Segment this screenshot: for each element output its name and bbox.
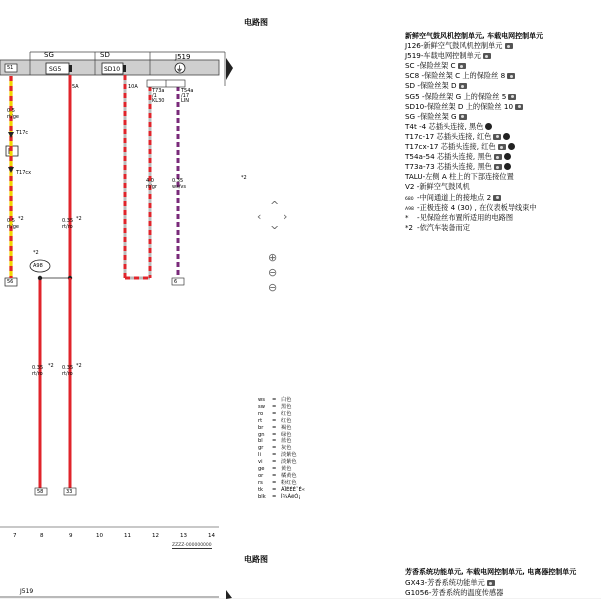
- fuse-label-sg5: SG5: [49, 66, 62, 73]
- wire-label-w6: 0.35: [32, 365, 44, 371]
- zoom-in-icon[interactable]: ⊕: [268, 251, 278, 264]
- legend-item: [405, 213, 513, 223]
- camera-icon[interactable]: [458, 63, 466, 69]
- legend-item-text: T73a-73 芯插头连接, 黑色: [405, 162, 492, 172]
- legend-item: [405, 182, 470, 191]
- color-name: ÁÏÉÉÉ˜É«: [281, 486, 305, 493]
- wire-color-w5: ws/vs: [172, 184, 186, 190]
- legend-item-text: GX43-芳香系统功能单元: [405, 578, 485, 587]
- color-equals: =: [272, 403, 277, 410]
- legend-item-text: -正极连接 4 (30) , 在仪表板导线束中: [417, 202, 537, 212]
- color-equals: =: [272, 472, 277, 479]
- camera-icon[interactable]: [494, 164, 502, 170]
- legend-item: [405, 81, 467, 90]
- color-code-row: [258, 473, 297, 480]
- color-code: bl: [258, 438, 263, 445]
- wire-note-w6: *2: [48, 363, 54, 369]
- column-number: 8: [40, 533, 44, 539]
- disc-icon[interactable]: [504, 153, 511, 160]
- disc-icon[interactable]: [485, 123, 492, 130]
- legend-item: [405, 588, 503, 597]
- color-equals: =: [272, 445, 277, 452]
- color-name: 黑色: [281, 403, 292, 410]
- wire-color-w3: rt/ro: [62, 224, 73, 230]
- color-name: 橘黄色: [281, 472, 297, 479]
- legend-item-text: SD10-保险丝架 D 上的保险丝 10: [405, 101, 514, 111]
- color-code: rs: [258, 479, 263, 486]
- connector-t54a-sig: LIN: [181, 98, 190, 104]
- legend-item-prefix: *2: [405, 223, 413, 232]
- amp-label-a1: 5A: [72, 84, 79, 90]
- color-code: or: [258, 472, 264, 479]
- legend-item: [405, 92, 516, 101]
- legend-item-text: -依汽车装备而定: [417, 222, 470, 232]
- legend-item: [405, 172, 514, 181]
- box-label-s6: 6: [174, 279, 178, 285]
- color-equals: =: [272, 424, 277, 431]
- color-code: gr: [258, 445, 264, 452]
- color-name: Í¾ÀëÓ¡: [281, 493, 301, 500]
- disc-icon[interactable]: [503, 133, 510, 140]
- color-name: 淡紫色: [281, 452, 297, 459]
- color-name: 蓝色: [281, 438, 292, 445]
- color-code-row: [258, 459, 297, 466]
- pan-left-icon[interactable]: ‹: [257, 210, 262, 223]
- color-equals: =: [272, 410, 277, 417]
- section-title-1: 电路图: [244, 18, 268, 27]
- a98-star: *2: [33, 250, 39, 256]
- legend-item-text: -中间通道上的接地点 2: [417, 192, 492, 202]
- color-code: ge: [258, 466, 265, 472]
- box-label-s1: 51: [7, 65, 14, 71]
- ground-icon: ⏚: [176, 65, 183, 73]
- legend-item-text: T4t -4 芯插头连接, 黑色: [405, 121, 484, 131]
- legend-item: [405, 162, 511, 171]
- color-equals: =: [272, 459, 277, 466]
- legend-item-text: G1056-芳香系统的温度传感器: [405, 588, 504, 598]
- connector-t73a-sig: KL30: [152, 98, 165, 104]
- column-number: 10: [96, 533, 103, 539]
- legend-item: [405, 71, 515, 80]
- legend-item: [405, 61, 466, 70]
- disc-icon[interactable]: [504, 163, 511, 170]
- color-name: 灰色: [281, 445, 292, 452]
- legend-item-prefix: *: [405, 213, 409, 222]
- j519-bottom-label: J519: [20, 588, 34, 595]
- legend-item: [405, 122, 492, 131]
- wire-label-w7: 0.35: [62, 365, 74, 371]
- wire-label-w5: 0.35: [172, 178, 184, 184]
- color-code: sw: [258, 403, 265, 410]
- camera-icon[interactable]: [498, 144, 506, 150]
- color-equals: =: [272, 431, 277, 438]
- legend-item: [405, 578, 495, 587]
- legend-item-prefix: 680: [405, 196, 414, 202]
- color-equals: =: [272, 493, 277, 500]
- box-label-s3: 58: [37, 489, 44, 495]
- color-equals: =: [272, 417, 277, 424]
- color-name: 粉红色: [281, 479, 297, 486]
- legend-item-prefix: A98: [405, 206, 414, 212]
- camera-icon[interactable]: [505, 43, 513, 49]
- camera-icon[interactable]: [459, 83, 467, 89]
- color-code-row: [258, 418, 291, 425]
- color-code: ro: [258, 410, 264, 417]
- column-number: 7: [13, 533, 17, 539]
- pan-down-icon[interactable]: ^: [270, 218, 280, 231]
- legend-item-text: T17cx-17 芯插头连接, 红色: [405, 142, 496, 151]
- wire-color-w1: rt/ge: [7, 114, 19, 120]
- legend2-heading: 芳香系统功能单元, 车载电网控制单元, 电离器控制单元: [405, 568, 577, 576]
- connector-t54a: T54a: [181, 88, 194, 94]
- column-number: 9: [69, 533, 73, 539]
- camera-icon[interactable]: [515, 104, 523, 110]
- wire-note-w2: *2: [18, 216, 24, 222]
- wire-label-w4: 4.0: [146, 178, 154, 184]
- color-equals: =: [272, 438, 277, 445]
- a98-label: A98: [33, 263, 43, 269]
- legend-item: [405, 112, 467, 121]
- color-code: gn: [258, 431, 265, 438]
- box-label-s4: 33: [66, 489, 73, 495]
- color-code-row: [258, 487, 305, 494]
- wire-color-w6: rt/ro: [32, 371, 43, 377]
- color-code: blk: [258, 493, 266, 500]
- color-code: vi: [258, 459, 263, 466]
- zoom-out-icon[interactable]: ⊖: [268, 266, 278, 279]
- color-code-row: [258, 397, 291, 404]
- wire-note-w7: *2: [76, 363, 82, 369]
- color-equals: =: [272, 466, 277, 472]
- module-label-j519: J519: [175, 53, 191, 61]
- disc-icon[interactable]: [508, 143, 515, 150]
- color-name: 黄色: [281, 466, 292, 472]
- legend-item-text: V2 -新鲜空气鼓风机: [405, 182, 470, 192]
- color-code: ws: [258, 397, 265, 403]
- color-code: tk: [258, 486, 264, 493]
- color-code-row: [258, 411, 291, 418]
- color-code-row: [258, 466, 291, 473]
- legend-item-text: J519-车载电网控制单元: [405, 51, 481, 61]
- connector-t73a-pin: /1: [152, 93, 157, 99]
- legend-item-text: T54a-54 芯插头连接, 黑色: [405, 152, 492, 162]
- amp-label-a2: 10A: [128, 84, 138, 90]
- color-name: 褐色: [281, 424, 292, 431]
- wire-label-w3: 0.35: [62, 218, 74, 224]
- legend-item-text: SD -保险丝架 D: [405, 81, 457, 91]
- color-name: 红色: [281, 410, 292, 417]
- legend-item-text: J126-新鲜空气鼓风机控制单元: [405, 41, 503, 50]
- column-number: 14: [208, 533, 215, 539]
- camera-icon[interactable]: [493, 195, 501, 201]
- camera-icon[interactable]: [483, 53, 491, 59]
- legend-item: [405, 102, 523, 111]
- legend-item-text: TALU-左侧 A 柱上的下部连接位置: [405, 172, 514, 182]
- camera-icon[interactable]: [507, 73, 515, 79]
- wire-label-w2: 0.5: [7, 218, 15, 224]
- column-number: 13: [180, 533, 187, 539]
- legend-item-text: T17c-17 芯插头连接, 红色: [405, 131, 492, 141]
- legend-item-text: SC8 -保险丝架 C 上的保险丝 8: [405, 71, 506, 81]
- color-name: 白色: [281, 397, 292, 403]
- legend-item-text: SG -保险丝架 G: [405, 111, 457, 121]
- wire-note-w3: *2: [76, 216, 82, 222]
- camera-icon[interactable]: [493, 134, 501, 140]
- pan-right-icon[interactable]: ›: [283, 210, 288, 223]
- legend1-heading: 新鲜空气鼓风机控制单元, 车载电网控制单元: [405, 32, 544, 40]
- camera-icon[interactable]: [459, 114, 467, 120]
- wire-color-w4: rt/gr: [146, 184, 157, 190]
- wire-color-w7: rt/ro: [62, 371, 73, 377]
- bottom-code: ZZZZ-000000000: [172, 543, 212, 548]
- color-equals: =: [272, 479, 277, 486]
- color-equals: =: [272, 452, 277, 459]
- legend-item-text: -见保险丝布置所适用的电路图: [417, 212, 514, 222]
- fuse-label-sg: SG: [44, 51, 54, 59]
- legend-item-text: SC -保险丝架 C: [405, 61, 456, 71]
- color-code: br: [258, 424, 264, 431]
- legend-item-text: SG5 -保险丝架 G 上的保险丝 5: [405, 91, 507, 101]
- fuse-label-sd10: SD10: [104, 66, 121, 73]
- color-equals: =: [272, 397, 277, 403]
- legend-item: [405, 142, 515, 151]
- color-code-row: [258, 425, 291, 432]
- zoom-reset-icon[interactable]: ⊖: [268, 281, 278, 294]
- color-equals: =: [272, 486, 277, 493]
- column-number: 12: [152, 533, 159, 539]
- color-code: li: [258, 452, 261, 459]
- legend-item: [405, 51, 491, 60]
- camera-icon[interactable]: [508, 94, 516, 100]
- fuse-label-sd: SD: [100, 51, 110, 59]
- pan-up-icon[interactable]: ^: [270, 199, 280, 212]
- connector-t73a: T73a: [152, 88, 165, 94]
- star2-mid: *2: [241, 175, 247, 181]
- color-name: 绿色: [281, 431, 292, 438]
- color-code: rt: [258, 417, 263, 424]
- connector-t54a-pin: /17: [181, 93, 190, 99]
- wire-label-w1: 0.5: [7, 108, 15, 114]
- legend-item: [405, 132, 510, 141]
- section-title-2: 电路图: [244, 555, 268, 564]
- color-name: 红色: [281, 417, 292, 424]
- wire-color-w2: rt/ge: [7, 224, 19, 230]
- legend-item: [405, 41, 513, 50]
- connector-t17c: T17c: [16, 130, 29, 136]
- camera-icon[interactable]: [494, 154, 502, 160]
- column-number: 11: [124, 533, 131, 539]
- box-label-s2: 56: [7, 279, 14, 285]
- connector-t17cx: T17cx: [16, 170, 32, 176]
- color-code-row: [258, 494, 300, 501]
- legend-item: [405, 152, 511, 161]
- color-code-row: [258, 480, 297, 487]
- color-name: 淡紫色: [281, 459, 297, 466]
- color-code-row: [258, 404, 291, 411]
- legend-item: [405, 223, 470, 233]
- camera-icon[interactable]: [487, 580, 495, 586]
